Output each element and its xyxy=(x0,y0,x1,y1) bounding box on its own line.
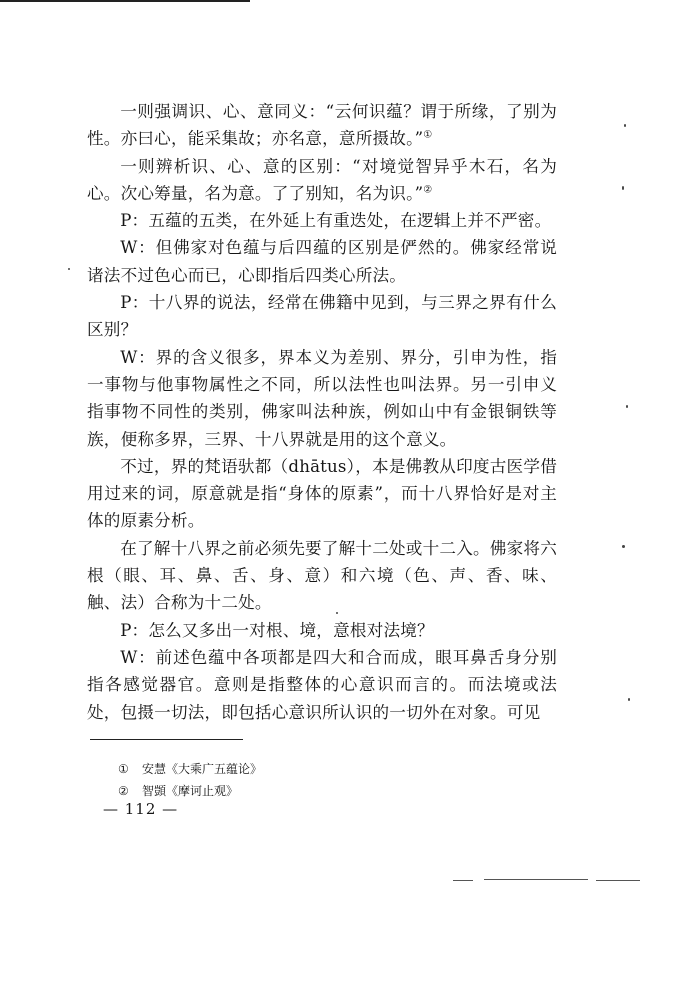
scan-speck xyxy=(68,268,70,270)
paragraph-3: P：五蕴的五类，在外延上有重迭处，在逻辑上并不严密。 xyxy=(120,211,552,231)
footnote-divider xyxy=(90,739,243,740)
scan-speck xyxy=(624,124,626,127)
scan-speck xyxy=(622,186,624,190)
paragraph-8: 在了解十八界之前必须先要了解十二处或十二入。佛家将六根（眼、耳、鼻、舌、身、意）和六境（色、声、香、味、触、法）合称为十二处。 xyxy=(87,538,557,613)
footnote-1 xyxy=(118,758,262,780)
scan-speck xyxy=(336,612,338,614)
paragraph-6: W：界的含义很多，界本义为差别、界分，引申为性，指一事物与他事物属性之不同，所以法性也叫法界。另一引申义指事物不同性的类别，佛家叫法种族，例如山中有金银铜铁等族，便称多界，三界、十八界就是用的这个意义。 xyxy=(87,347,557,449)
paragraph-1-text: 一则强调识、心、意同义：“云何识蕴？谓于所缘，了别为性。亦曰心，能采集故；亦名意，意所摄故。” xyxy=(87,102,557,149)
footnotes xyxy=(118,758,262,802)
footnote-2-mark: ② xyxy=(118,784,129,798)
top-rule xyxy=(0,0,250,2)
footnote-2 xyxy=(118,780,262,802)
paragraph-5: P：十八界的说法，经常在佛籍中见到，与三界之界有什么区别？ xyxy=(87,293,557,340)
footnote-ref-2: ② xyxy=(423,184,433,196)
paragraph-1 xyxy=(87,98,557,153)
paragraph-2-text: 一则辨析识、心、意的区别：“对境觉智异乎木石，名为心。次心筹量，名为意。了了别知，名为识。” xyxy=(87,156,557,203)
footnote-1-mark: ① xyxy=(118,762,129,776)
paragraph-7: 不过，界的梵语驮都（dhātus），本是佛教从印度古医学借用过来的词，原意就是指“身体的原素”，而十八界恰好是对主体的原素分析。 xyxy=(87,456,557,531)
scan-line xyxy=(453,880,473,881)
footnote-2-text: 智顗《摩诃止观》 xyxy=(142,784,239,798)
paragraph-9: P：怎么又多出一对根、境，意根对法境？ xyxy=(120,620,434,640)
scan-speck xyxy=(622,545,625,548)
paragraph-10: W：前述色蕴中各项都是四大和合而成，眼耳鼻舌身分别指各感觉器官。意则是指整体的心意识而言的。而法境或法处，包摄一切法，即包括心意识所认识的一切外在对象。可见 xyxy=(87,647,557,722)
paragraph-2 xyxy=(87,153,557,208)
page-number: — 112 — xyxy=(103,800,179,818)
scan-speck xyxy=(628,698,630,701)
scan-speck xyxy=(626,405,628,408)
footnote-ref-1: ① xyxy=(423,129,433,141)
body-text xyxy=(87,98,557,726)
scan-line xyxy=(484,879,588,880)
paragraph-4: W：但佛家对色蕴与后四蕴的区别是俨然的。佛家经常说诸法不过色心而已，心即指后四类心所法。 xyxy=(87,238,557,285)
scan-line xyxy=(596,880,640,881)
footnote-1-text: 安慧《大乘广五蕴论》 xyxy=(142,762,263,776)
